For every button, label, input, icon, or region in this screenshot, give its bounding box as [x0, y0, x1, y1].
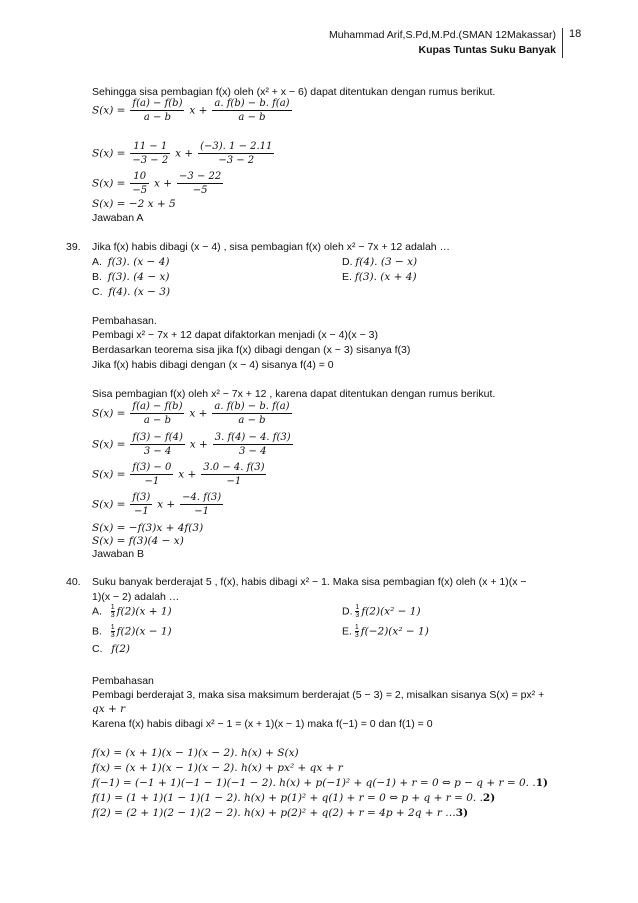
q39-option-b: B. f(3). (4 − x)	[92, 271, 170, 283]
header-subtitle: Kupas Tuntas Suku Banyak	[418, 44, 556, 56]
q39-option-a: A. f(3). (x − 4)	[92, 256, 170, 268]
q40-math-2: f(x) = (x + 1)(x − 1)(x − 2). h(x) + px² + qx + r	[92, 762, 343, 774]
formula-substituted: S(x) = $\frac{11 - 1}{-3 - 2}$ x + $\frac{(-3). 1 - 2.11}{-3 - 2}$	[92, 141, 273, 166]
page-header	[329, 28, 556, 58]
q39-eq-2: S(x) = $\frac{f(3) - f(4)}{3 - 4}$ x + $\frac{3. f(4) - 4. f(3)}{3 - 4}$	[92, 432, 291, 457]
q39-line-1: Pembagi x² − 7x + 12 dapat difaktorkan menjadi (x − 4)(x − 3)	[92, 329, 378, 341]
q40-question-l2: 1)(x − 2) adalah …	[92, 591, 180, 603]
q39-option-c: C. f(4). (x − 3)	[92, 286, 171, 298]
q40-math-5: f(2) = (2 + 1)(2 − 1)(2 − 2). h(x) + p(2)² + q(2) + r = 4p + 2q + r …3)	[92, 807, 469, 819]
q40-pembahasan: Pembahasan	[92, 675, 154, 687]
q40-option-a: A. $\frac{1}{3}$ f(2)(x + 1)	[92, 604, 172, 619]
q40-math-1: f(x) = (x + 1)(x − 1)(x − 2). h(x) + S(x)	[92, 747, 299, 759]
formula-general: S(x) = $\frac{f(a) - f(b)}{a - b}$ x + $\frac{a. f(b) - b. f(a)}{a - b}$	[92, 98, 290, 123]
q39-line-4: Sisa pembagian f(x) oleh x² − 7x + 12 , karena dapat ditentukan dengan rumus berikut.	[92, 388, 496, 400]
q39-line-3: Jika f(x) habis dibagi dengan (x − 4) sisanya f(4) = 0	[92, 359, 334, 371]
q39-question: Jika f(x) habis dibagi (x − 4) , sisa pembagian f(x) oleh x² − 7x + 12 adalah …	[92, 241, 451, 253]
q39-option-d: D. f(4). (3 − x)	[342, 256, 418, 268]
q40-line-1: Pembagi berderajat 3, maka sisa maksimum berderajat (5 − 3) = 2, misalkan sisanya S(x) = px² +	[92, 689, 545, 701]
q39-line-2: Berdasarkan teorema sisa jika f(x) dibagi dengan (x − 3) sisanya f(3)	[92, 344, 411, 356]
q39-eq-3: S(x) = $\frac{f(3) - 0}{-1}$ x + $\frac{3.0 - 4. f(3)}{-1}$	[92, 462, 265, 487]
q40-line-3: Karena f(x) habis dibagi x² − 1 = (x + 1)(x − 1) maka f(−1) = 0 dan f(1) = 0	[92, 718, 433, 730]
q40-option-b: B. $\frac{1}{3}$ f(2)(x − 1)	[92, 624, 172, 639]
formula-result: S(x) = −2 x + 5	[92, 198, 176, 210]
intro-text: Sehingga sisa pembagian f(x) oleh (x² + x − 6) dapat ditentukan dengan rumus berikut.	[92, 86, 496, 98]
q39-option-e: E. f(3). (x + 4)	[342, 271, 417, 283]
formula-simplified: S(x) = $\frac{10}{-5}$ x + $\frac{-3 - 22}{-5}$	[92, 171, 222, 196]
answer-b: Jawaban B	[92, 548, 144, 560]
q39-eq-4: S(x) = $\frac{f(3)}{-1}$ x + $\frac{-4. f(3)}{-1}$	[92, 492, 222, 517]
q40-option-c: C. f(2)	[92, 643, 131, 655]
q40-option-e: E. $\frac{1}{3}$ f(−2)(x² − 1)	[342, 624, 429, 639]
q39-eq-1: S(x) = $\frac{f(a) - f(b)}{a - b}$ x + $\frac{a. f(b) - b. f(a)}{a - b}$	[92, 401, 290, 426]
q40-math-4: f(1) = (1 + 1)(1 − 1)(1 − 2). h(x) + p(1)² + q(1) + r = 0 ⇔ p + q + r = 0. .2)	[92, 792, 496, 804]
page-number: 18	[562, 28, 581, 58]
q39-pembahasan: Pembahasan.	[92, 315, 157, 327]
q40-line-2: qx + r	[92, 703, 126, 715]
q40-option-d: D. $\frac{1}{3}$ f(2)(x² − 1)	[342, 604, 421, 619]
q39-number: 39.	[66, 241, 81, 253]
q39-eq-5: S(x) = −f(3)x + 4f(3)	[92, 522, 204, 534]
q40-question-l1: Suku banyak berderajat 5 , f(x), habis dibagi x² − 1. Maka sisa pembagian f(x) oleh (x + 1)(x −	[92, 576, 527, 588]
q40-number: 40.	[66, 576, 81, 588]
q39-eq-6: S(x) = f(3)(4 − x)	[92, 535, 184, 547]
answer-a: Jawaban A	[92, 212, 144, 224]
header-author: Muhammad Arif,S.Pd,M.Pd.(SMAN 12Makassar)	[329, 29, 556, 41]
q40-math-3: f(−1) = (−1 + 1)(−1 − 1)(−1 − 2). h(x) + p(−1)² + q(−1) + r = 0 ⇔ p − q + r = 0. .1)	[92, 777, 548, 789]
